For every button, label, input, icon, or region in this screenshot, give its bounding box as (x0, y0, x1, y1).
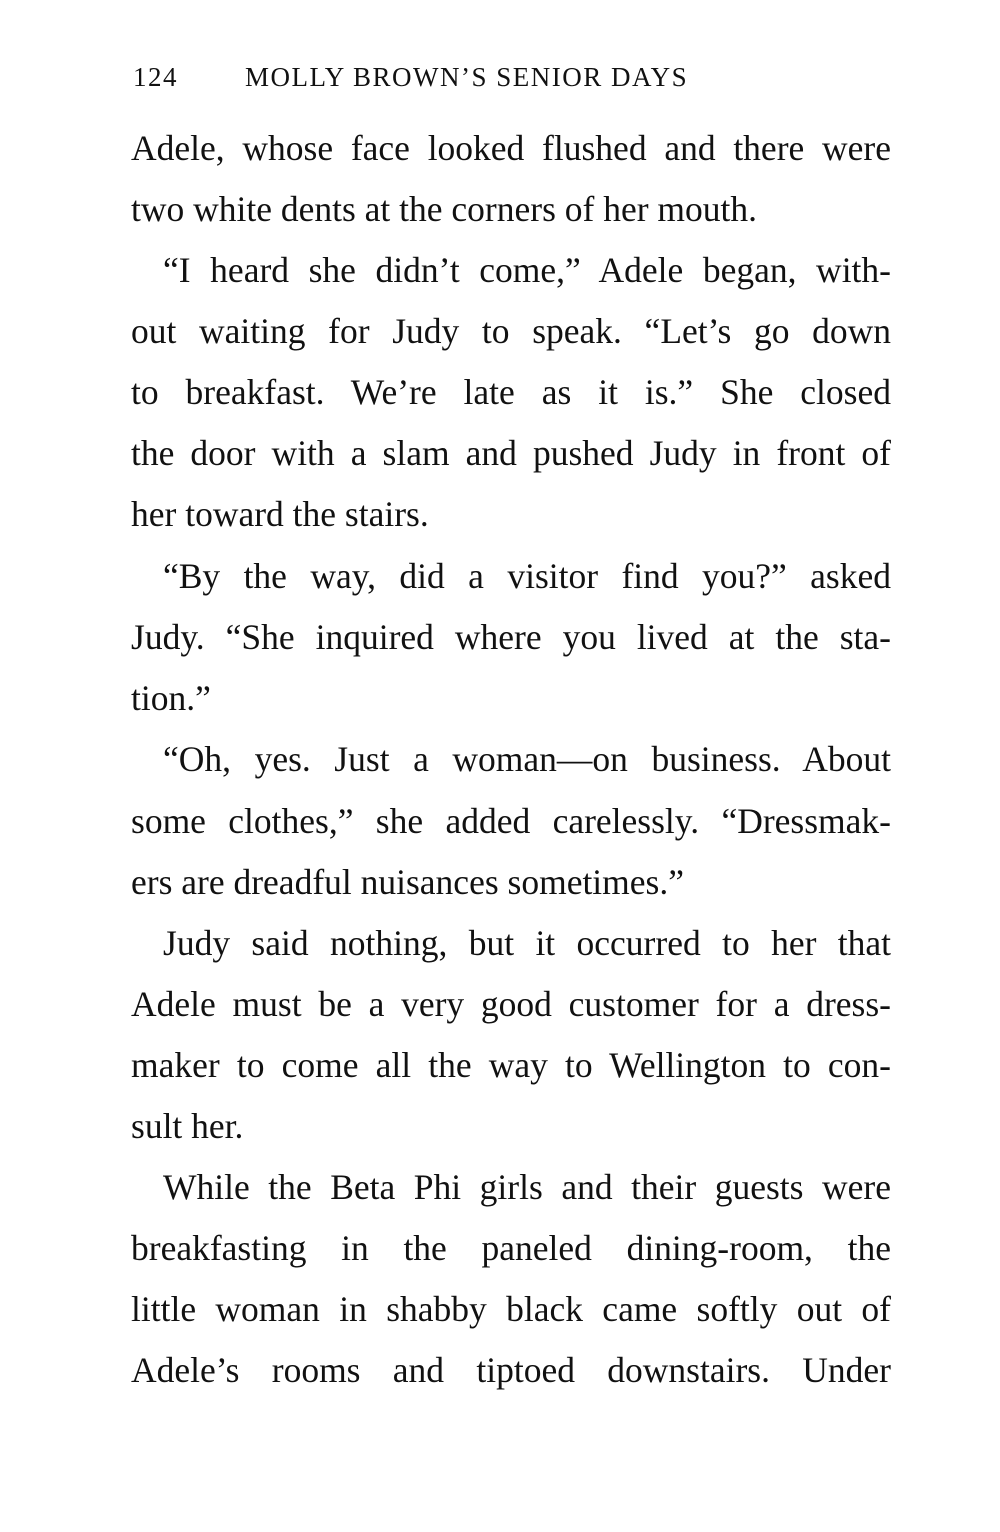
text-line: some clothes,” she added carelessly. “Dressmak- (131, 801, 891, 841)
text-line: “I heard she didn’t come,” Adele began, with- (163, 250, 891, 290)
running-header (133, 62, 893, 102)
text-line: Adele must be a very good customer for a dress- (131, 984, 891, 1024)
text-line: the door with a slam and pushed Judy in front of (131, 433, 891, 473)
text-line: to breakfast. We’re late as it is.” She closed (131, 372, 891, 412)
text-line: “By the way, did a visitor find you?” asked (163, 556, 891, 596)
text-line: little woman in shabby black came softly out of (131, 1289, 891, 1329)
text-line: Adele, whose face looked flushed and there were (131, 128, 891, 168)
text-line: While the Beta Phi girls and their guests were (163, 1167, 891, 1207)
text-line: breakfasting in the paneled dining-room, the (131, 1228, 891, 1268)
text-line: Judy said nothing, but it occurred to her that (163, 923, 891, 963)
text-line: ers are dreadful nuisances sometimes.” (131, 862, 684, 902)
text-line: Adele’s rooms and tiptoed downstairs. Under (131, 1350, 891, 1390)
text-line: “Oh, yes. Just a woman—on business. About (163, 739, 891, 779)
text-line: two white dents at the corners of her mouth. (131, 189, 758, 229)
page-number: 124 (133, 62, 178, 92)
running-title: MOLLY BROWN’S SENIOR DAYS (245, 62, 689, 92)
text-line: tion.” (131, 678, 211, 718)
text-line: sult her. (131, 1106, 244, 1146)
text-line: out waiting for Judy to speak. “Let’s go down (131, 311, 891, 351)
text-line: maker to come all the way to Wellington to con- (131, 1045, 891, 1085)
text-line: her toward the stairs. (131, 494, 429, 534)
text-line: Judy. “She inquired where you lived at the sta- (131, 617, 891, 657)
